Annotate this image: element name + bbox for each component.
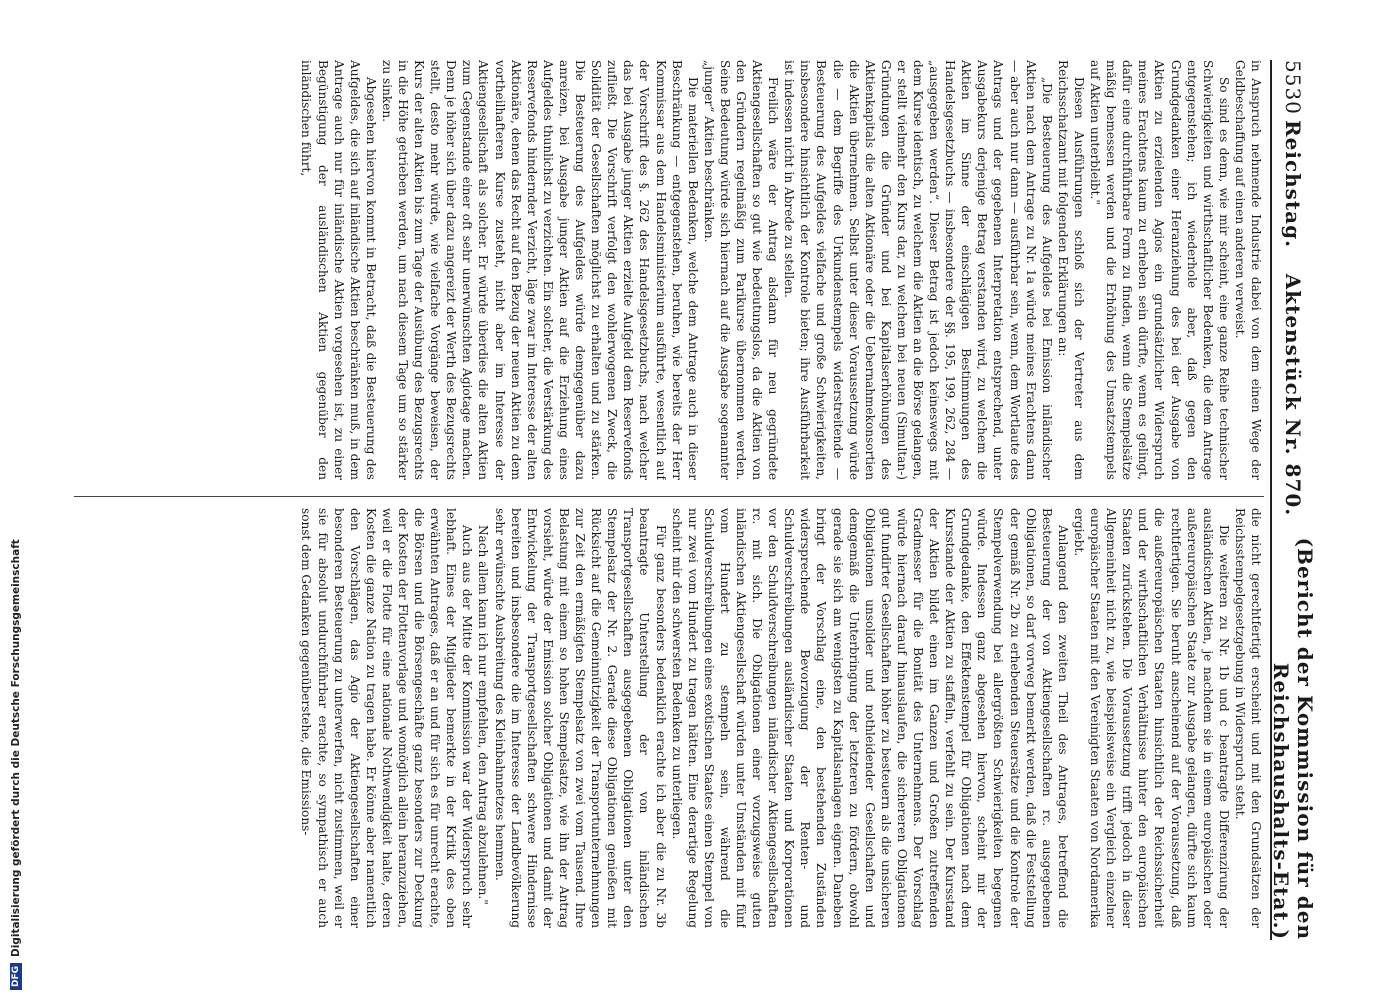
paragraph: die nicht gerechtfertigt erscheint und mit den Grundsätzen der Reichsstempelgesetzgebung in Widerspruch steht. — [1232, 508, 1263, 928]
digitization-credit — [8, 10, 24, 990]
paragraph: Nach allem kann ich nur empfehlen, den Antrag abzulehnen." — [476, 524, 491, 905]
page-number: 5530 — [1281, 60, 1305, 115]
paragraph: Die materiellen Bedenken, welche dem Antrage auch in dieser Beschränkung — entgegenstehen, beruhen, wie bereits der Herr Kommissar aus dem Handelsministerium ausführte, wesentlich auf der Vorschrift des §. 262 des Handelsgesetzbuchs, nach welcher das bei Ausgabe junger Aktien erzielte Aufgeld dem Reservefonds zufließt. Die Vorschrift verfolgt den wohlerwogenen Zweck, die Solidität der Gesellschaften möglichst zu erhalten und zu stärken. Die Besteuerung des Aufgeldes würde demgegenüber dazu anreizen, bei Ausgabe junger Aktien auf die Erziehung eines Aufgeldes thunlichst zu verzichten. Ein solcher, die Verstärkung des Reservefonds hindernder Verzicht, läge zwar im Interesse der alten Aktionäre, denen das Recht auf den Bezug der neuen Aktien zu dem vortheilhafteren Kurse zusteht, nicht aber im Interesse der Aktiengesellschaft als solcher. Er würde überdies die alten Aktien zum Gegenstande einer oft sehr unerwünschten Agiotage machen. Denn je höher sich über dazu angereizt der Werth des Bezugsrechts stellt, desto mehr würde, wie vielfache Vorgänge beweisen, der Kurs der alten Aktien bis zum Tage der Ausübung des Bezugsrechts in die Höhe getrieben werden, um nach diesem Tage um so stärker zu sinken. — [379, 60, 700, 480]
paragraph: Diesen Ausführungen schloß sich der Vertreter aus dem Reichsschatzamt mit folgenden Erklärungen an: — [1055, 60, 1086, 480]
text-column-right — [74, 508, 1264, 928]
paragraph: Freilich wäre der Antrag alsdann für neu gegründete Aktiengesellschaften so gut wie bedeutungslos, da die Aktien von den Gründern regelmäßig zum Parikurse übernommen werden. Seine Bedeutung würde sich hiernach auf die Ausgabe sogenannter „junger“ Aktien beschränken. — [701, 60, 781, 480]
page-header — [1269, 60, 1317, 940]
text-column-left — [74, 60, 1264, 480]
column-divider — [74, 496, 1264, 497]
dfg-logo: DFG — [10, 963, 22, 990]
paragraph: in Anspruch nehmende Industrie dabei von dem einen Wege der Geldbeschaffung auf einen anderen verweist. — [1232, 60, 1263, 480]
document-title: Aktenstück Nr. 870. — [1281, 273, 1305, 517]
paragraph: So sind es denn, wie mir scheint, eine ganze Reihe technischer Schwierigkeiten und wirthschaftlicher Bedenken, die dem Antrage entgegenstehen; ich wiederhole aber, daß gegen den Grundgedanken einer Heranziehung des bei der Ausgabe von Aktien zu erzielenden Agios ein grundsätzlicher Widerspruch meines Erachtens kaum zu erheben sein dürfte, wenn es gelingt, dafür eine durchführbare Form zu finden, wenn die Stempelsätze mäßig bemessen werden und die Erhöhung des Umsatzstempels auf Aktien unterbleibt." — [1088, 60, 1231, 480]
credit-text: Digitalisierung gefördert durch die Deutsche Forschungsgemeinschaft — [10, 539, 22, 957]
paragraph: „Die Besteuerung des Aufgeldes bei Emission inländischer Aktien nach dem Antrage zu Nr. 1a würde meines Erachtens dann — aber auch nur dann — ausführbar sein, wenn, dem Wortlaute des Antrags und der gegebenen Interpretation entsprechend, unter Ausgabekurs derjenige Betrag verstanden wird, zu welchem die Aktien im Sinne der einschlägigen Bestimmungen des Handelsgesetzbuchs — insbesondere der §§. 195, 199, 262, 284 — „ausgegeben werden“. Dieser Betrag ist jedoch keineswegs mit dem Kurse identisch, zu welchem die Aktien an die Börse gelangen, er stellt vielmehr den Kurs dar, zu welchem bei neuen (Simultan-) Gründungen die Gründer und bei Kapitalserhöhungen des Aktienkapitals die alten Aktionäre oder die Uebernahmekonsortien die Aktien übernehmen. Selbst unter dieser Voraussetzung würde die — dem Begriffe des Urkundenstempels widerstreitende — Besteuerung des Aufgeldes vielfache und große Schwierigkeiten, insbesondere hinsichtlich der Kontrole bieten; ihre Ausführbarkeit ist indessen nicht in Abrede zu stellen. — [782, 60, 1054, 480]
paragraph: Die weiteren zu Nr. 1b und c beantragte Differenzirung der ausländischen Aktien, je nachdem sie in einem europäischen oder außereuropäischen Staate zur Ausgabe gelangen, dürfte sich kaum rechtfertigen. Sie beruht anscheinend auf der Voraussetzung, daß die außereuropäischen Staaten hinsichtlich der Reichssicherheit und der wirthschaftlichen Verhältnisse hinter den europäischen Staaten zurückstehen. Die Voraussetzung trifft jedoch in dieser Allgemeinheit nicht zu, wie beispielsweise ein Vergleich einzelner europäischer Staaten mit den Vereinigten Staaten von Nordamerika ergiebt. — [1071, 508, 1231, 928]
header-rule — [1270, 60, 1272, 940]
document-subtitle: (Bericht der Kommission für den Reichshaushalts-Etat.) — [1269, 537, 1317, 940]
paragraph: Anlangend den zweiten Theil des Antrages, betreffend die Besteuerung der von Aktiengesellschaften rc. ausgegebenen Obligationen, so darf vorweg bemerkt werden, daß die Feststellung der gemäß Nr. 2b zu erhebenden Steuersätze und die Kontrole der Stempelverwendung bei allergrößten Schwierigkeiten begegnen würde. Indessen ganz abgesehen hiervon, scheint mir der Grundgedanke, den Effektenstempel für Obligationen nach dem Kursstande der Aktien zu staffeln, verfehlt zu sein. Der Kursstand der Aktien bildet einen im Ganzen und Großen zutreffenden Gradmesser für die Bonität des Unternehmens. Der Vorschlag würde hiernach darauf hinauslaufen, die sichereren Obligationen gut fundirter Gesellschaften höher zu besteuern als die unsicheren Obligationen unsolider und nothleidender Gesellschaften und demgemäß die Unterbringung der letzteren zu fördern, obwohl gerade sie sich am wenigsten zu Kapitalsanlagen eignen. Daneben bringt der Vorschlag eine, den bestehenden Zuständen widersprechende Bevorzugung der Renten- und Schuldverschreibungen ausländischer Staaten und Korporationen vor den Schuldverschreibungen inländischer Aktiengesellschaften rc. mit sich. Die Obligationen einer vorzugsweise guten inländischen Aktiengesellschaft würden unter Umständen mit fünf vom Hundert zu stempeln sein, während die Schuldverschreibungen eines exotischen Staates einen Stempel von nur zwei vom Hundert zu tragen hätten. Eine derartige Regelung scheint mir den schwersten Bedenken zu unterliegen. — [669, 508, 1070, 928]
printed-page — [60, 60, 1317, 940]
paragraph: Abgesehen hiervon kommt in Betracht, daß die Besteuerung des Aufgeldes, die sich auf inländische Aktien beschränken muß, in dem Antrage auch nur für inländische Aktien vorgesehen ist, zu einer Begünstigung der ausländischen Aktien gegenüber den inländischen führt, — [299, 60, 378, 480]
paragraph: Für ganz besonders bedenklich erachte ich aber die zu Nr. 3b beantragte Unterstellung der von inländischen Transportgesellschaften ausgegebenen Obligationen unter den Stempelsatz der Nr. 2. Gerade diese Obligationen genießen mit Rücksicht auf die Gemeinnützigkeit der Transportunternehmungen zur Zeit den ermäßigten Stempelsatz von zwei vom Tausend. Ihre Belastung mit einem so hohen Stempelsatze, wie ihn der Antrag vorsieht, würde der Emission solcher Obligationen und damit der Entwickelung der Transportgesellschaften schwere Hindernisse bereiten und insbesondere die im Interesse der Landbevölkerung sehr erwünschte Ausbreitung des Kleinbahnnetzes hemmen. — [492, 508, 668, 928]
paragraph: Auch aus der Mitte der Kommission war der Widerspruch sehr lebhaft. Eines der Mitglieder bemerkte in der Kritik des oben erwähnten Antrages, daß er an und für sich es für unrecht erachte, die Börsen und die Börsengeschäfte ganz besonders zur Deckung der Kosten der Flottenvorlage und womöglich allein heranzuziehen, weil er die Flotte für eine nationale Nothwendigkeit halte, deren Kosten die ganze Nation zu tragen habe. Er könne aber namentlich den Vorschlägen, das Agio der Aktiengesellschaften einer besonderen Besteuerung zu unterwerfen, nicht zustimmen, weil er sie für absolut undurchführbar erachte, so sympathisch er auch sonst dem Gedanken gegenüberstehe, die Emissions- — [299, 508, 475, 928]
publication-name: Reichstag. — [1281, 120, 1305, 249]
